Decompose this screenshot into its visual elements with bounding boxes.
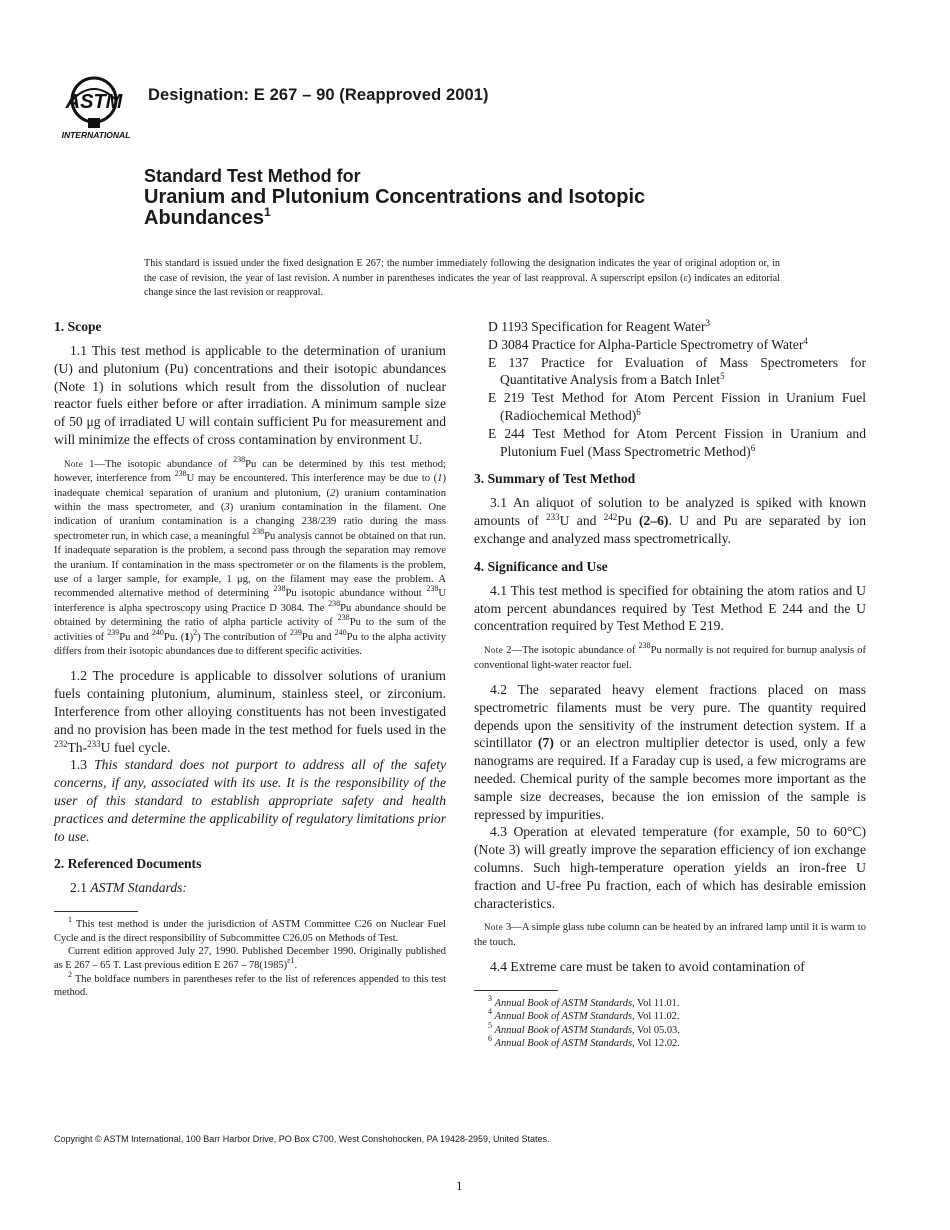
title-line-2: Uranium and Plutonium Concentrations and Isotopic <box>144 186 646 208</box>
copyright-notice: Copyright © ASTM International, 100 Barr Harbor Drive, PO Box C700, West Conshohocken, PA 19428-2959, United States. <box>54 1134 550 1144</box>
svg-text:ASTM: ASTM <box>65 91 123 113</box>
note-2: Note 2—The isotopic abundance of $^{238}$Pu normally is not required for burnup analysis of conventional light-water reactor fuel. <box>474 641 867 671</box>
right-column <box>474 318 866 1051</box>
footnote-6: $^6$ Annual Book of ASTM Standards, Vol 12.02. <box>488 1034 680 1050</box>
footnote-2: $^2$ The boldface numbers in parentheses refer to the list of references appended to this test method. <box>54 969 446 999</box>
para-4-3: 4.3 Operation at elevated temperature (for example, 50 to 60°C) (Note 3) will greatly improve the separation efficiency of ion exchange columns. Such high-temperature operation yields an iron-free U fraction and U-free Pu fraction, each of which has desirable emission characteristics. <box>474 824 866 911</box>
footnote-1: $^1$ This test method is under the jurisdiction of ASTM Committee C26 on Nuclear Fuel Cycle and is the direct responsibility of Subcommittee C26.05 on Methods of Test. <box>54 915 446 944</box>
ref-d3084: D 3084 Practice for Alpha-Particle Spectrometry of Water$^4$ <box>488 335 808 352</box>
section-4-heading: 4. Significance and Use <box>474 558 608 574</box>
page-number: 1 <box>456 1178 463 1193</box>
ref-e137: E 137 Practice for Evaluation of Mass Spectrometers for Quantitative Analysis from a Batch Inlet$^5$ <box>488 354 866 388</box>
footnote-3: $^3$ Annual Book of ASTM Standards, Vol 11.01. <box>488 993 680 1009</box>
ref-e244: E 244 Test Method for Atom Percent Fission in Uranium and Plutonium Fuel (Mass Spectrometric Method)$^6$ <box>488 425 866 459</box>
para-2-1: 2.1 ASTM Standards: <box>70 880 187 896</box>
para-4-4: 4.4 Extreme care must be taken to avoid contamination of <box>490 959 805 975</box>
section-3-heading: 3. Summary of Test Method <box>474 471 636 487</box>
para-4-2: 4.2 The separated heavy element fractions placed on mass spectrometric filaments must be very pure. The quantity required depends upon the sensitivity of the instrument detection system. If a scintillator (7) or an electron multiplier detector is used, only a few nanograms are required. If a Faraday cup is used, a few micrograms are needed. Chemical purity of the sample becomes more important as the sample size decreases, because the ion emission of the sample is repressed by impurities. <box>474 681 866 822</box>
section-1-heading: 1. Scope <box>54 319 102 334</box>
title-line-1: Standard Test Method for <box>144 166 361 186</box>
section-2-heading: 2. Referenced Documents <box>54 856 202 872</box>
astm-logo <box>58 72 136 142</box>
para-1-2: 1.2 The procedure is applicable to dissolver solutions of uranium fuels containing plutonium, aluminum, stainless steel, or zirconium. Interference from other alloying constituents has not been investigated and no provision has been made in the test method for fuels used in the $^{232}$Th-$^{233}$U fuel cycle. <box>54 668 446 755</box>
ref-d1193: D 1193 Specification for Reagent Water$^3$ <box>488 318 710 334</box>
footnote-4: $^4$ Annual Book of ASTM Standards, Vol 11.02. <box>488 1007 680 1023</box>
para-1-1: 1.1 This test method is applicable to the determination of uranium (U) and plutonium (Pu) concentrations and their isotopic abundances (Note 1) in solutions which result from the dissolution of nuclear reactor fuels either before or after irradiation. A minimum sample size of 50 μg of irradiated U will contain sufficient Pu for measurement and will minimize the effects of cross contamination by environment U. <box>54 343 446 447</box>
para-3-1: 3.1 An aliquot of solution to be analyzed is spiked with known amounts of $^{233}$U and $^{242}$Pu (2–6). U and Pu are separated by ion exchange and analyzed mass spectrometrically. <box>474 495 866 546</box>
designation: Designation: E 267 – 90 (Reapproved 2001) <box>148 86 489 104</box>
para-1-3: 1.3 This standard does not purport to address all of the safety concerns, if any, associated with its use. It is the responsibility of the user of this standard to establish appropriate safety and health practices and determine the applicability of regulatory limitations prior to use. <box>54 757 447 844</box>
note-1: Note 1—The isotopic abundance of $^{238}$Pu can be determined by this test method; however, interference from $^{238}$U may be encountered. This interference may be due to (1) inadequate chemical separation of uranium and plutonium, (2) uranium contamination within the mass spectrometer, and (3) uranium contamination in the filament. One indication of uranium contamination is a changing 238/239 ratio during the mass spectrometer run, in which case, a meaningful $^{238}$Pu analysis cannot be obtained on that run. If inadequate separation is the problem, a second pass through the separation may remove the uranium. If contamination in the mass spectrometer or on the filaments is the problem, use of a larger sample, for example, 1 μg, on the filament may ease the problem. A recommended alternative method of determining $^{238}$Pu isotopic abundance without $^{238}$U interference is alpha spectroscopy using Practice D 3084. The $^{238}$Pu abundance should be obtained by determining the ratio of alpha particle activity of $^{238}$Pu to the sum of the activities of $^{239}$Pu and $^{240}$Pu. $(1)^2$) The contribution of $^{239}$Pu and $^{240}$Pu to the alpha activity differs from their isotopic abundances due to different specific activities. <box>54 454 447 658</box>
para-4-1: 4.1 This test method is specified for obtaining the atom ratios and U atom percent abundances required by Test Method E 244 and the U concentration required by Test Method E 219. <box>474 582 866 634</box>
preamble: This standard is issued under the fixed designation E 267; the number immediately following the designation indicates the year of original adoption or, in the case of revision, the year of last revision. A number in parentheses indicates the year of last reapproval. A superscript epsilon (ε) indicates an editorial change since the last revision or reapproval. <box>144 258 780 299</box>
footnote-divider-right <box>474 990 558 991</box>
logo-wordmark: INTERNATIONAL <box>61 130 131 140</box>
footnote-divider <box>54 911 138 912</box>
title-line-3: Abundances$^1$ <box>144 205 271 229</box>
footnote-5: $^5$ Annual Book of ASTM Standards, Vol 05.03. <box>488 1020 680 1036</box>
left-column <box>54 318 446 1000</box>
note-3: Note 3—A simple glass tube column can be heated by an infrared lamp until it is warm to the touch. <box>474 922 866 948</box>
footnote-1-edition: Current edition approved July 27, 1990. Published December 1990. Originally published as E 267 – 65 T. Last previous edition E $267 - 78(1985)^{\varepsilon 1}$. <box>54 946 446 972</box>
ref-e219: E 219 Test Method for Atom Percent Fission in Uranium Fuel (Radiochemical Method)$^6$ <box>488 390 866 423</box>
document-title <box>144 166 645 229</box>
